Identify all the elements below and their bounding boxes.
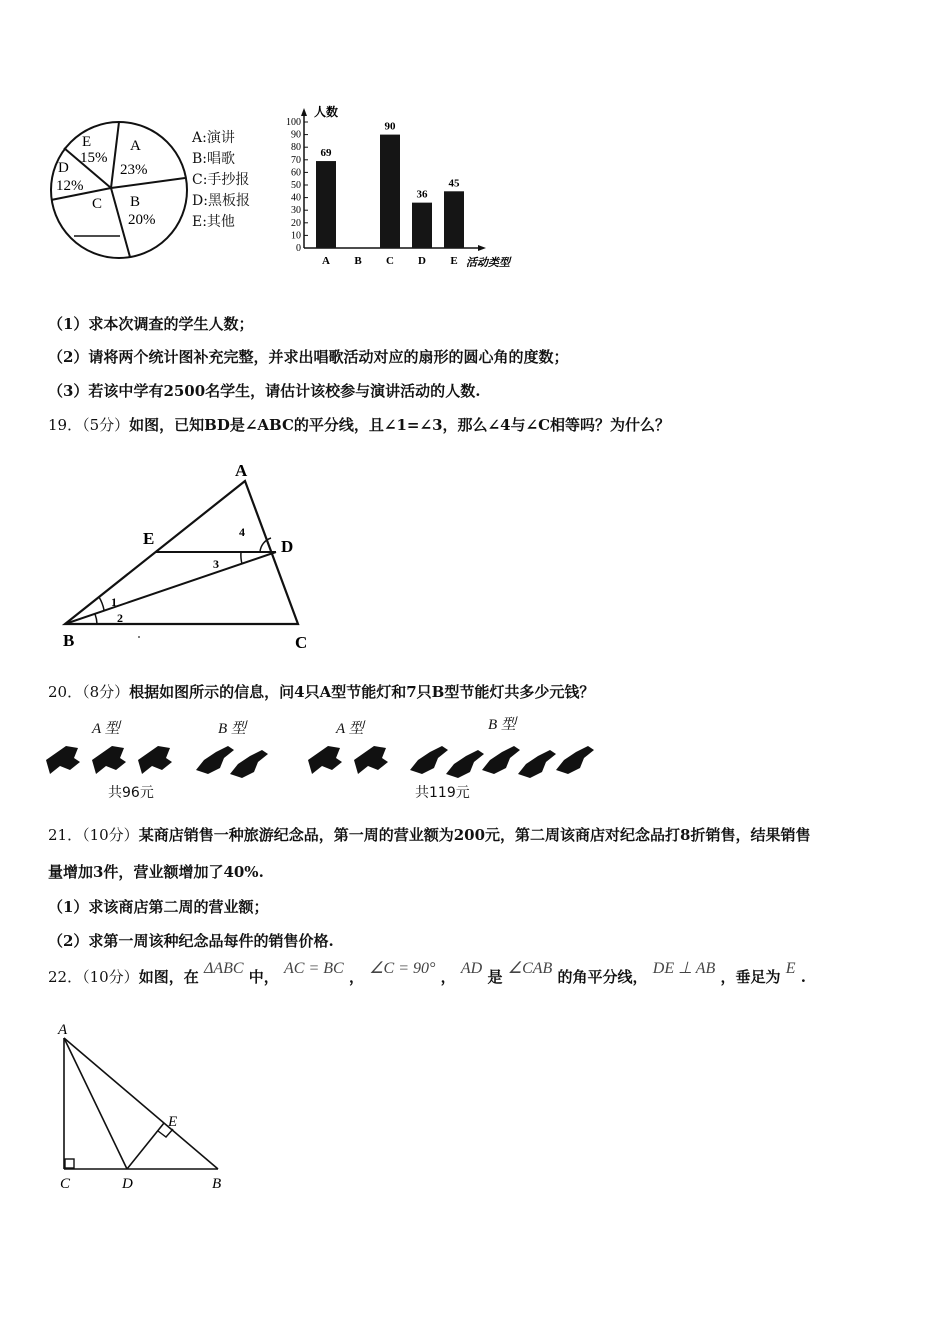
q18-part2: （2）请将两个统计图补充完整，并求出唱歌活动对应的扇形的圆心角的度数； — [48, 348, 569, 366]
q22-m7: E — [785, 960, 796, 977]
q22-figure — [50, 1018, 240, 1196]
bar-ytick-label: 60 — [291, 167, 301, 179]
lamp-b-icon — [446, 750, 484, 778]
bar-ytick-label: 70 — [291, 154, 301, 166]
bar-ytick-label: 90 — [291, 129, 301, 141]
lamp-b-icon — [196, 746, 234, 774]
lamp-b-icon — [556, 746, 594, 774]
q22-m4: AD — [460, 960, 483, 977]
lamp-b-icon — [518, 750, 556, 778]
bar-category-label: B — [354, 255, 362, 267]
bar-value-label: 90 — [384, 120, 396, 133]
label-b: B — [212, 1176, 222, 1192]
stray-dot — [138, 636, 140, 638]
bar-value-label: 69 — [320, 147, 332, 160]
lamp-b-icon — [482, 746, 520, 774]
q19-number: 19．（5分） — [48, 416, 130, 434]
pie-label-e: E — [82, 134, 92, 150]
right-angle-c — [65, 1159, 74, 1168]
arc-angle-2 — [95, 614, 97, 624]
label-a: A — [58, 1022, 68, 1038]
q22-t1: 如图，在 — [138, 968, 199, 986]
q22-t8: . — [800, 968, 807, 986]
q21-line2: 量增加3件，营业额增加了40%. — [48, 863, 264, 881]
bar-value-label: 36 — [416, 188, 428, 201]
pie-pct-d: 12% — [56, 178, 84, 194]
q22-m6: DE ⊥ AB — [652, 960, 716, 977]
bar-y-arrow — [301, 108, 307, 116]
q22-text — [48, 960, 807, 987]
bar-x-arrow — [478, 245, 486, 251]
q22-t3: ， — [348, 968, 364, 986]
bar-ytick-label: 20 — [291, 217, 301, 229]
lamp-a-icon — [46, 746, 80, 774]
pie-divider-a-b — [111, 178, 185, 188]
q19-figure — [55, 456, 325, 656]
q20-number: 20．（8分） — [48, 683, 130, 701]
label-angle-4: 4 — [239, 525, 245, 539]
label-e: E — [143, 529, 155, 548]
bar-ytick-label: 40 — [291, 192, 301, 204]
lamp-a-icon — [138, 746, 172, 774]
q22-m2: AC = BC — [284, 960, 344, 977]
q19-body: 如图，已知BD是∠ABC的平分线，且∠1=∠3，那么∠4与∠C相等吗？为什么？ — [129, 416, 671, 434]
q20-text — [48, 681, 594, 702]
pie-pct-a: 23% — [120, 162, 148, 178]
lamp-a-icon — [308, 746, 342, 774]
segment-de — [127, 1123, 164, 1169]
legend-item-a: A:演讲 — [192, 130, 235, 146]
segment-bd — [65, 552, 276, 624]
q22-t5: 是 — [487, 968, 503, 986]
q21-part2: （2）求第一周该种纪念品每件的销售价格. — [48, 932, 334, 950]
legend-item-e: E:其他 — [192, 214, 235, 230]
label-d: D — [281, 537, 294, 556]
right-total: 共119元 — [415, 785, 470, 801]
legend-item-c: C:手抄报 — [192, 172, 250, 188]
left-type-b-label: B 型 — [218, 721, 246, 737]
lamp-group-right — [306, 738, 606, 780]
q22-t4: ， — [440, 968, 456, 986]
q18-part1: （1）求本次调查的学生人数； — [48, 315, 254, 333]
label-e: E — [168, 1114, 178, 1130]
label-c: C — [295, 633, 308, 652]
label-b: B — [63, 631, 75, 650]
bar-ytick-label: 10 — [291, 230, 301, 242]
right-type-a-label: A 型 — [336, 721, 364, 737]
pie-pct-e: 15% — [80, 150, 108, 166]
left-total: 共96元 — [108, 785, 154, 801]
q20-body: 根据如图所示的信息，问4只A型节能灯和7只B型节能灯共多少元钱？ — [129, 683, 595, 701]
label-angle-1: 1 — [111, 595, 117, 609]
lamp-a-icon — [92, 746, 126, 774]
bar-ytick-label: 100 — [286, 117, 301, 128]
legend-item-b: B:唱歌 — [192, 151, 236, 167]
right-angle-e — [158, 1129, 173, 1137]
q21-line1 — [48, 824, 810, 845]
q22-number: 22．（10分） — [48, 968, 139, 986]
bar-a — [316, 161, 336, 248]
pie-divider-a-e — [111, 122, 119, 188]
pie-chart — [44, 118, 194, 268]
pie-pct-b: 20% — [128, 212, 156, 228]
pie-label-a: A — [130, 138, 141, 154]
label-d: D — [122, 1176, 133, 1192]
bar-category-label: C — [386, 255, 394, 267]
bar-ytick-label: 30 — [291, 205, 301, 217]
q22-t6: 的角平分线， — [557, 968, 648, 986]
segment-ad — [64, 1038, 127, 1169]
arc-angle-3 — [241, 552, 242, 564]
segment-ab — [64, 1038, 218, 1169]
bar-e — [444, 191, 464, 248]
bar-c — [380, 135, 400, 248]
pie-label-d: D — [58, 160, 69, 176]
label-c: C — [60, 1176, 71, 1192]
q22-m5: ∠CAB — [507, 960, 553, 977]
pie-label-b: B — [130, 194, 141, 210]
left-type-a-label: A 型 — [92, 721, 120, 737]
lamp-b-icon — [230, 750, 268, 778]
q22-t2: 中， — [248, 968, 279, 986]
bar-category-label: E — [450, 255, 458, 267]
label-angle-3: 3 — [213, 557, 219, 571]
pie-label-c: C — [92, 196, 103, 212]
q22-t7: ，垂足为 — [720, 968, 781, 986]
q19-text — [48, 414, 670, 435]
bar-ylabel: 人数 — [314, 105, 339, 119]
q22-m1: ΔABC — [203, 960, 244, 977]
bar-chart — [280, 100, 530, 275]
q21-number: 21．（10分） — [48, 826, 139, 844]
arc-angle-1 — [99, 597, 104, 610]
lamp-group-left — [44, 738, 284, 780]
bar-xlabel: 活动类型 — [466, 257, 510, 269]
label-a: A — [235, 461, 248, 480]
lamp-b-icon — [410, 746, 448, 774]
bar-ytick-label: 50 — [291, 180, 301, 191]
bar-category-label: D — [418, 255, 426, 267]
lamp-a-icon — [354, 746, 388, 774]
bar-d — [412, 203, 432, 248]
pie-legend — [192, 128, 250, 233]
q22-m3: ∠C = 90° — [369, 960, 436, 977]
q21-body-1: 某商店销售一种旅游纪念品，第一周的营业额为200元，第二周该商店对纪念品打8折销售，结果销售 — [138, 826, 811, 844]
right-type-b-label: B 型 — [488, 717, 516, 733]
bar-ytick-label: 80 — [291, 142, 301, 154]
legend-item-d: D:黑板报 — [192, 193, 250, 209]
bar-ytick-label: 0 — [296, 243, 301, 254]
q21-part1: （1）求该商店第二周的营业额； — [48, 898, 269, 916]
label-angle-2: 2 — [117, 611, 123, 625]
bar-value-label: 45 — [448, 177, 460, 190]
q18-part3: （3）若该中学有2500名学生，请估计该校参与演讲活动的人数. — [48, 382, 481, 400]
bar-category-label: A — [322, 255, 330, 267]
